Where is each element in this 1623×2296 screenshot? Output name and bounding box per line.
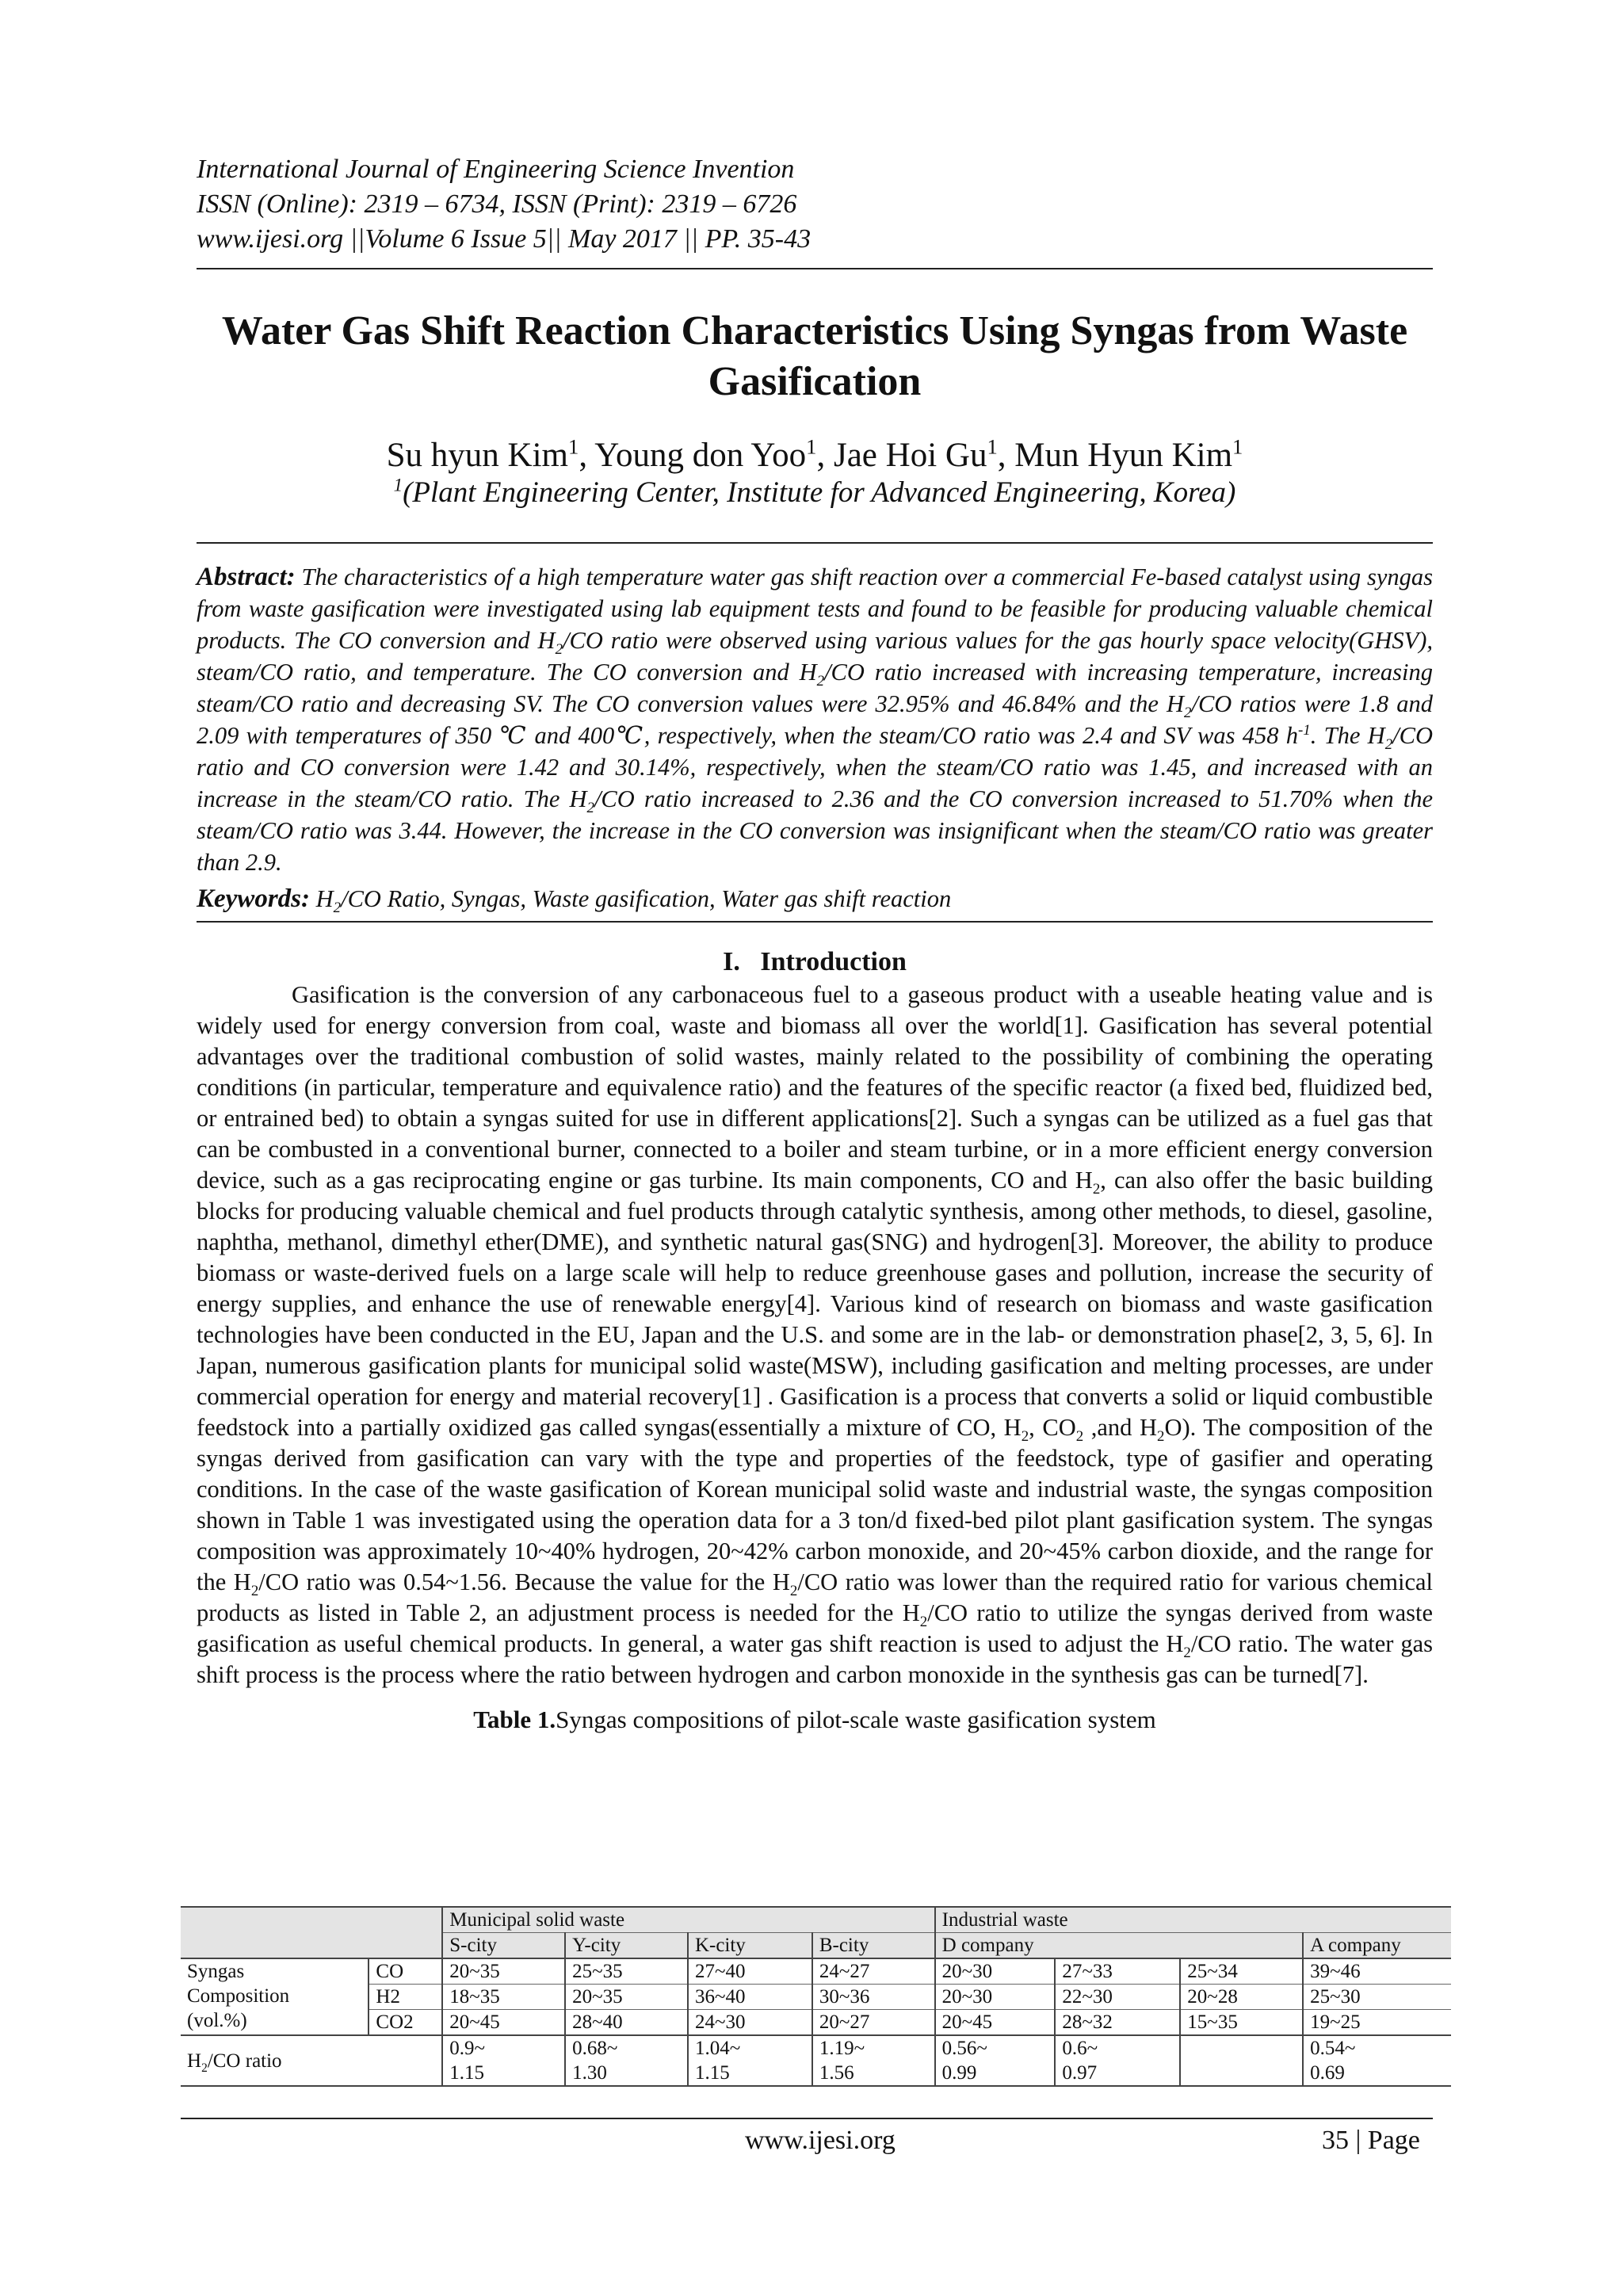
table-cell: 20~30: [935, 1985, 1056, 2010]
table-cell: 20~35: [565, 1985, 688, 2010]
composition-row-label: Syngas Composition (vol.%): [181, 1958, 369, 2035]
table-cell: 28~32: [1055, 2010, 1180, 2036]
table-cell: 0.54~ 0.69: [1303, 2035, 1451, 2086]
table-cell: 39~46: [1303, 1958, 1451, 1985]
header-rule: [197, 268, 1433, 269]
table-cell: 24~30: [688, 2010, 812, 2036]
site-header: D company: [935, 1933, 1303, 1959]
site-header: A company: [1303, 1933, 1451, 1959]
table-row: [181, 2010, 1451, 2036]
table-cell: 27~33: [1055, 1958, 1180, 1985]
author-affil-mark: 1: [806, 434, 817, 459]
paper-page: [197, 0, 1433, 1735]
table-cell: 22~30: [1055, 1985, 1180, 2010]
keywords: Keywords: $H_2/CO$ Ratio, Syngas, Waste gasification, Water gas shift reaction: [197, 884, 952, 917]
author-affil-mark: 1: [987, 434, 998, 459]
author-name: Mun Hyun Kim: [1014, 437, 1233, 474]
journal-issn: ISSN (Online): 2319 – 6734, ISSN (Print): 2319 – 6726: [197, 189, 797, 219]
keywords-label: Keywords:: [197, 884, 310, 913]
table-cell: 24~27: [812, 1958, 935, 1985]
table-cell: 1.19~ 1.56: [812, 2035, 935, 2086]
syngas-composition-table: [181, 1906, 1451, 2087]
author-name: Young don Yoo: [594, 437, 807, 474]
ratio-row-label: $H_2/CO$ ratio: [181, 2035, 442, 2086]
author-list: Su hyun Kim$^1$, Young don Yoo$^1$, Jae Hoi Gu$^1$, Mun Hyun Kim$^1$: [386, 434, 1243, 474]
table-cell: 20~35: [442, 1958, 565, 1985]
footer-rule: [181, 2118, 1433, 2119]
journal-name: International Journal of Engineering Science Invention: [197, 155, 795, 184]
table-caption: Table 1.Syngas compositions of pilot-scale waste gasification system: [473, 1706, 1156, 1733]
section-heading: I. Introduction: [723, 947, 907, 976]
table-cell: 18~35: [442, 1985, 565, 2010]
author-affil-mark: 1: [1232, 434, 1243, 459]
author-name: Jae Hoi Gu: [833, 437, 987, 474]
gas-label: CO2: [369, 2010, 442, 2036]
intro-paragraph: Gasification is the conversion of any carbonaceous fuel to a gaseous product with a useable heating value and is widely used for energy conversion from coal, waste and biomass all over the world[1]. Gasification has several potential advantages over the traditional combustion of solid wastes, mainly related to the possibility of combining the operating conditions (in particular, temperature and equivalence ratio) and the features of the specific reactor (a fixed bed, fluidized bed, or entrained bed) to obtain a syngas suited for use in different applications[2]. Such a syngas can be utilized as a fuel gas that can be combusted in a conventional burner, connected to a boiler and steam turbine, or in a more efficient energy conversion device, such as a gas reciprocating engine or gas turbine. Its main components, CO and $H_2$, can also offer the basic building blocks for producing valuable chemical and fuel products through catalytic synthesis, among other methods, to diesel, gasoline, naphtha, methanol, dimethyl ether(DME), and synthetic natural gas(SNG) and hydrogen[3]. Moreover, the ability to produce biomass or waste-derived fuels on a large scale will help to reduce greenhouse gases and pollution, increase the security of energy supplies, and enhance the use of renewable energy[4]. Various kind of research on biomass and waste gasification technologies have been conducted in the EU, Japan and the U.S. and some are in the lab- or demonstration phase[2, 3, 5, 6]. In Japan, numerous gasification plants for municipal solid waste(MSW), including gasification and melting processes, are under commercial operation for energy and material recovery[1] . Gasification is a process that converts a solid or liquid combustible feedstock into a partially oxidized gas called syngas(essentially a mixture of CO, $H_2$, $CO_2$ ,and $H_2O$). The composition of the syngas derived from gasification can vary with the type and properties of the feedstock, type of gasifier and operating conditions. In the case of the waste gasification of Korean municipal solid waste and industrial waste, the syngas composition shown in Table 1 was investigated using the operation data for a 3 ton/d fixed-bed pilot plant gasification system. The syngas composition was approximately 10~40% hydrogen, 20~42% carbon monoxide, and 20~45% carbon dioxide, and the range for the $H_2/CO$ ratio was 0.54~1.56. Because the value for the $H_2/CO$ ratio was lower than the required ratio for various chemical products as listed in Table 2, an adjustment process is needed for the $H_2/CO$ ratio to utilize the syngas derived from waste gasification as useful chemical products. In general, a water gas shift reaction is used to adjust the $H_2/CO$ ratio. The water gas shift process is the process where the ratio between hydrogen and carbon monoxide in the synthesis gas can be turned[7].: [197, 981, 1434, 1688]
group-header-industrial: Industrial waste: [935, 1907, 1451, 1933]
group-header-msw: Municipal solid waste: [442, 1907, 934, 1933]
table-cell: 19~25: [1303, 2010, 1451, 2036]
table-cell: 25~35: [565, 1958, 688, 1985]
table-cell: 25~34: [1180, 1958, 1303, 1985]
table-row: [181, 1958, 1451, 1985]
table-cell: 1.04~ 1.15: [688, 2035, 812, 2086]
table-cell: 20~45: [935, 2010, 1056, 2036]
table-cell: 36~40: [688, 1985, 812, 2010]
table-cell: 20~28: [1180, 1985, 1303, 2010]
table-group-row: [181, 1907, 1451, 1933]
site-header: Y-city: [565, 1933, 688, 1959]
table-cell: 25~30: [1303, 1985, 1451, 2010]
keywords-rule: [197, 921, 1433, 923]
table-row: [181, 2035, 1451, 2086]
table-cell: 27~40: [688, 1958, 812, 1985]
table-cell: 0.56~ 0.99: [935, 2035, 1056, 2086]
affiliation: $^1$(Plant Engineering Center, Institute for Advanced Engineering, Korea): [393, 475, 1236, 509]
table-cell: 0.6~ 0.97: [1055, 2035, 1180, 2086]
footer-url[interactable]: www.ijesi.org: [745, 2126, 896, 2155]
table-cell: 20~27: [812, 2010, 935, 2036]
abstract-label: Abstract:: [197, 563, 296, 591]
gas-label: CO: [369, 1958, 442, 1985]
site-header: B-city: [812, 1933, 935, 1959]
gas-label: H2: [369, 1985, 442, 2010]
table-cell: 0.68~ 1.30: [565, 2035, 688, 2086]
abstract-rule: [197, 542, 1433, 544]
author-name: Su hyun Kim: [386, 437, 569, 474]
table-cell: 20~30: [935, 1958, 1056, 1985]
table-cell: 28~40: [565, 2010, 688, 2036]
table-cell: 30~36: [812, 1985, 935, 2010]
table-row: [181, 1985, 1451, 2010]
table-cell: 20~45: [442, 2010, 565, 2036]
page-number: 35 | Page: [1322, 2126, 1420, 2155]
table-cell: [1180, 2035, 1303, 2086]
abstract: Abstract: The characteristics of a high temperature water gas shift reaction over a commercial Fe-based catalyst using syngas from waste gasification were investigated using lab equipment tests and found to be feasible for producing valuable chemical products. The CO conversion and $H_2/CO$ ratio were observed using various values for the gas hourly space velocity(GHSV), steam/CO ratio, and temperature. The CO conversion and $H_2/CO$ ratio increased with increasing temperature, increasing steam/CO ratio and decreasing SV. The CO conversion values were 32.95% and 46.84% and the $H_2/CO$ ratios were 1.8 and 2.09 with temperatures of 350 ℃ and 400℃, respectively, when the steam/CO ratio was 2.4 and SV was 458 $h^{-1}$. The $H_2/CO$ ratio and CO conversion were 1.42 and 30.14%, respectively, when the steam/CO ratio was 1.45, and increased with an increase in the steam/CO ratio. The $H_2/CO$ ratio increased to 2.36 and the CO conversion increased to 51.70% when the steam/CO ratio was 3.44. However, the increase in the CO conversion was insignificant when the steam/CO ratio was greater than 2.9.: [197, 563, 1434, 876]
site-header: K-city: [688, 1933, 812, 1959]
author-affil-mark: 1: [568, 434, 579, 459]
journal-header: [197, 152, 1433, 257]
site-header: S-city: [442, 1933, 565, 1959]
journal-volume: www.ijesi.org ||Volume 6 Issue 5|| May 2017 || PP. 35-43: [197, 224, 812, 254]
table-cell: 15~35: [1180, 2010, 1303, 2036]
table-cell: 0.9~ 1.15: [442, 2035, 565, 2086]
paper-title: Water Gas Shift Reaction Characteristics Using Syngas from Waste Gasification: [221, 308, 1408, 404]
